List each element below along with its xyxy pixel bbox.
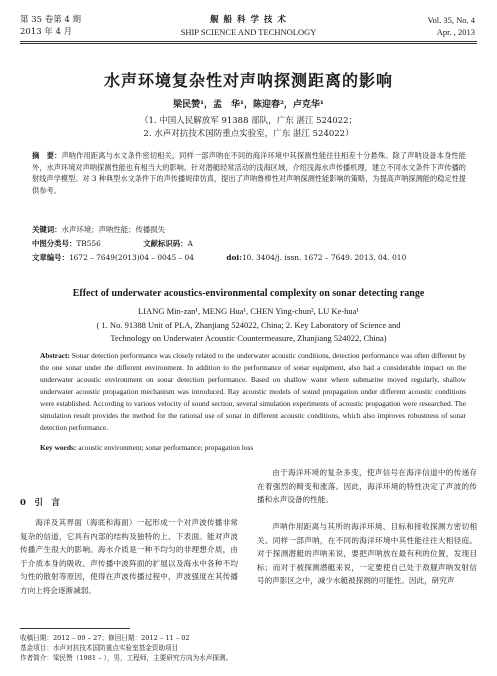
keywords-en-text: acoustic environment; sonar performance; propagation loss [78, 443, 254, 452]
header-rule [20, 41, 477, 42]
paper-title-cn: 水声环境复杂性对声呐探测距离的影响 [103, 71, 393, 90]
doi-value: 10. 3404/j. issn. 1672 – 7649. 2013. 04. 010 [241, 253, 407, 262]
article-label: 文章编号： [32, 253, 69, 262]
clc-label: 中图分类号： [32, 239, 77, 248]
body-right-paragraph-1: 由于海洋环境的复杂多变，使声信号在海洋信道中的传递存在着强烈的畸变和涨落。因此，海洋环境的特性决定了声波的传播和水声设备的性能。 [257, 468, 477, 505]
keywords-en [40, 442, 466, 454]
affiliation-en-1: ( 1. No. 91388 Unit of PLA, Zhanjiang 524022, China; 2. Key Laboratory of Science and [96, 320, 401, 330]
affiliation-cn-1: （1. 中国人民解放军 91388 部队，广东 湛江 524022； [139, 116, 358, 126]
doc-code-value: A [187, 239, 193, 248]
section-heading-intro: 0 引 言 [20, 498, 60, 508]
header-journal [0, 14, 497, 38]
authors-cn: 梁民赞¹，孟 华¹，陈迎春²，卢克华¹ [173, 100, 324, 110]
classification-row [32, 238, 466, 249]
footnote-rule [20, 628, 130, 629]
date-en: Apr. , 2013 [436, 27, 475, 37]
body-left-paragraph: 海洋及其界面（海底和海面）一起形成一个对声波传播非常复杂的信道，它具有内部的结构及独特的上、下表面。能对声波传播产生很大的影响。海水介质是一种不均匀的非理想介质，由于介质本身的吸收、声传播中波阵面的扩展以及海水中各种不均匀性的散射等原因，使得在声波传播过程中，声波强度在其传播方向上将会逐渐减弱。 [20, 518, 238, 595]
keywords-en-label: Key words: [40, 443, 77, 452]
footnote-received: 收稿日期：2012 – 09 – 27；修回日期：2012 – 11 – 02 [20, 634, 190, 642]
keywords-cn-label: 关键词： [32, 225, 62, 234]
abstract-cn-label: 摘 要： [32, 151, 62, 160]
volume-cn: 第 35 卷第 4 期 [20, 15, 82, 25]
paper-title-en: Effect of underwater acoustics-environmental complexity on sonar detecting range [72, 288, 425, 299]
journal-en: SHIP SCIENCE AND TECHNOLOGY [180, 27, 317, 37]
keywords-cn [32, 224, 466, 235]
volume-en: Vol. 35, No. 4 [427, 15, 475, 25]
journal-cn: 舰 船 科 学 技 术 [210, 15, 287, 25]
article-number-row [32, 252, 466, 263]
abstract-en-label: Abstract: [40, 351, 70, 360]
article-value: 1672 – 7649(2013)04 – 0045 – 04 [68, 253, 194, 262]
body-right-paragraph-2: 声呐作用距离与其所的海洋环境、目标和接收探测方密切相关。同样一部声呐，在不同的海洋环境中其性能往往大相径庭。对于探测潜艇的声呐来说，要把声呐放在最有利的位置，发现目标；而对于被探测潜艇来说，一定要使自己处于敌舰声呐发射信号的声影区之中，减少水艇被探测的可能性。因此，研究声 [257, 522, 477, 586]
date-cn: 2013 年 4 月 [20, 27, 73, 37]
abstract-cn-text: 声呐作用距离与水文条件密切相关，同样一部声呐在不同的海洋环境中其探测性能往往相差十分悬殊。除了声呐设备本身性能外，水声环境对声呐探测性能也有相当大的影响。针对潜艇经常活动的浅海区域，介绍浅海水声传播机理，建立不同水文条件下声传播的射线声学模型。对 3 种典型水文条件下的声传播规律仿真，提出了声呐鲁棒性对声呐探测性能影响的策略，为提高声呐探测能的稳定性提供参考。 [32, 151, 466, 195]
abstract-en [40, 350, 466, 434]
affiliation-cn-2: 2. 水声对抗技术国防重点实验室，广东 湛江 524022） [143, 129, 354, 139]
header-rule-2 [20, 43, 477, 44]
affiliation-en-2: Technology on Underwater Acoustic Countermeasure, Zhanjiang 524022, China) [110, 333, 387, 343]
doi-label: doi: [226, 253, 242, 262]
abstract-en-text: Sonar detection performance was closely related to the underwater acoustic conditions, detection performance was often different by the one sonar under the different environment. In addition to the performance of sonar equipment, also had a considerable impact on the underwater acoustic environment on sonar detection performance. Based on shallow water where submarine moved regularly, shallow underwater acoustic propagation mechanism was introduced. Ray acoustic models of sound propagation under different acoustic conditions were established. According to various velocity of sound section, several simulation experiments of acoustic propagation were researched. The simulation result provides the method for the rational use of sonar in different acoustic conditions, which also improves robustness of sonar detection performance. [40, 351, 466, 432]
abstract-cn [32, 150, 466, 196]
footnote-fund: 基金项目：水声对抗技术国防重点实验室基金资助项目 [20, 644, 179, 652]
footnote-author: 作者简介：梁民赞（1981 – ），男，工程师，主要研究方向为水声探测。 [20, 654, 233, 662]
header-volume-en [427, 14, 475, 38]
authors-en: LIANG Min-zan¹, MENG Hua¹, CHEN Ying-chun², LU Ke-hua¹ [138, 306, 359, 316]
keywords-cn-text: 水声环境；声呐性能；传播损失 [61, 225, 166, 234]
clc-value: TB556 [76, 239, 101, 248]
doc-code-label: 文献标识码： [143, 239, 188, 248]
